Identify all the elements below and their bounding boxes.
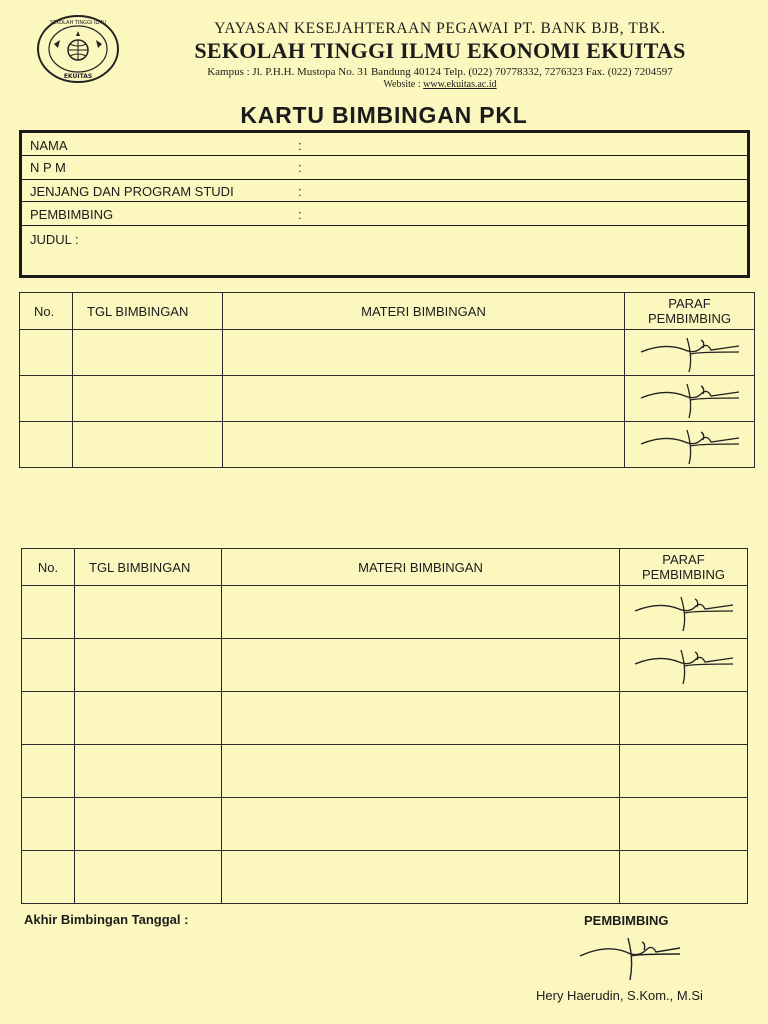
signature-cell bbox=[620, 692, 748, 745]
header-paraf-line2: PEMBIMBING bbox=[641, 567, 726, 582]
material-cell bbox=[223, 376, 625, 422]
label-jenjang: JENJANG DAN PROGRAM STUDI bbox=[30, 184, 234, 199]
no-cell bbox=[22, 639, 75, 692]
date-cell bbox=[75, 745, 222, 798]
label-judul: JUDUL : bbox=[30, 232, 79, 247]
date-cell bbox=[75, 639, 222, 692]
supervisor-signature bbox=[576, 930, 686, 982]
table-row bbox=[20, 330, 755, 376]
no-cell bbox=[22, 851, 75, 904]
signature bbox=[631, 591, 737, 633]
header-paraf bbox=[620, 549, 748, 586]
header-materi: MATERI BIMBINGAN bbox=[222, 549, 620, 586]
date-cell bbox=[75, 586, 222, 639]
material-cell bbox=[222, 639, 620, 692]
date-cell bbox=[75, 851, 222, 904]
table-row bbox=[20, 376, 755, 422]
supervisor-name: Hery Haerudin, S.Kom., M.Si bbox=[536, 988, 703, 1003]
table-row bbox=[22, 851, 748, 904]
signature-cell bbox=[620, 586, 748, 639]
label-nama: NAMA bbox=[30, 138, 68, 153]
foundation-name: YAYASAN KESEJAHTERAAN PEGAWAI PT. BANK BJB, TBK. bbox=[214, 20, 666, 37]
table-row bbox=[22, 586, 748, 639]
header-paraf bbox=[625, 293, 755, 330]
date-cell bbox=[73, 376, 223, 422]
table-row bbox=[22, 798, 748, 851]
signature bbox=[637, 332, 743, 374]
school-logo bbox=[36, 14, 120, 84]
date-cell bbox=[73, 330, 223, 376]
material-cell bbox=[222, 692, 620, 745]
label-pembimbing: PEMBIMBING bbox=[30, 207, 114, 222]
colon: : bbox=[298, 207, 302, 222]
table-row bbox=[20, 422, 755, 468]
school-website bbox=[130, 79, 750, 90]
signature-cell bbox=[625, 376, 755, 422]
table-row bbox=[22, 639, 748, 692]
guidance-table-2 bbox=[21, 548, 748, 904]
divider bbox=[22, 225, 747, 226]
header-paraf-line1: PARAF bbox=[662, 552, 705, 567]
divider bbox=[22, 155, 747, 156]
signature-cell bbox=[625, 330, 755, 376]
school-name: SEKOLAH TINGGI ILMU EKONOMI EKUITAS bbox=[194, 38, 686, 63]
student-info-box bbox=[19, 130, 750, 278]
end-date-label: Akhir Bimbingan Tanggal : bbox=[24, 912, 189, 927]
no-cell bbox=[20, 376, 73, 422]
svg-text:SEKOLAH TINGGI ILMU: SEKOLAH TINGGI ILMU bbox=[49, 20, 107, 26]
signature bbox=[637, 378, 743, 420]
date-cell bbox=[75, 798, 222, 851]
no-cell bbox=[22, 745, 75, 798]
header-paraf-line1: PARAF bbox=[668, 296, 711, 311]
no-cell bbox=[20, 422, 73, 468]
header-no: No. bbox=[20, 293, 73, 330]
website-link[interactable]: www.ekuitas.ac.id bbox=[423, 79, 497, 90]
colon: : bbox=[298, 160, 302, 175]
signature bbox=[637, 424, 743, 466]
no-cell bbox=[20, 330, 73, 376]
date-cell bbox=[73, 422, 223, 468]
header-tgl: TGL BIMBINGAN bbox=[75, 549, 222, 586]
school-address: Kampus : Jl. P.H.H. Mustopa No. 31 Bandung 40124 Telp. (022) 70778332, 7276323 Fax. (022) 7204597 bbox=[207, 66, 673, 78]
material-cell bbox=[222, 798, 620, 851]
signature bbox=[631, 644, 737, 686]
website-label: Website : bbox=[383, 79, 424, 90]
colon: : bbox=[298, 184, 302, 199]
material-cell bbox=[223, 422, 625, 468]
divider bbox=[22, 201, 747, 202]
card-title: KARTU BIMBINGAN PKL bbox=[240, 102, 528, 128]
svg-text:EKUITAS: EKUITAS bbox=[63, 73, 93, 80]
material-cell bbox=[222, 586, 620, 639]
signature-cell bbox=[620, 639, 748, 692]
table-row bbox=[22, 692, 748, 745]
table-header-row bbox=[22, 549, 748, 586]
table-header-row bbox=[20, 293, 755, 330]
date-cell bbox=[75, 692, 222, 745]
label-npm: N P M bbox=[30, 160, 66, 175]
material-cell bbox=[223, 330, 625, 376]
header-materi: MATERI BIMBINGAN bbox=[223, 293, 625, 330]
divider bbox=[22, 179, 747, 180]
signature-cell bbox=[620, 851, 748, 904]
no-cell bbox=[22, 586, 75, 639]
signature-cell bbox=[620, 798, 748, 851]
signature-cell bbox=[625, 422, 755, 468]
supervisor-label: PEMBIMBING bbox=[584, 913, 669, 928]
colon: : bbox=[298, 138, 302, 153]
header-tgl: TGL BIMBINGAN bbox=[73, 293, 223, 330]
material-cell bbox=[222, 745, 620, 798]
header-paraf-line2: PEMBIMBING bbox=[647, 311, 732, 326]
header-no: No. bbox=[22, 549, 75, 586]
signature-cell bbox=[620, 745, 748, 798]
no-cell bbox=[22, 692, 75, 745]
no-cell bbox=[22, 798, 75, 851]
guidance-table-1 bbox=[19, 292, 755, 468]
material-cell bbox=[222, 851, 620, 904]
table-row bbox=[22, 745, 748, 798]
